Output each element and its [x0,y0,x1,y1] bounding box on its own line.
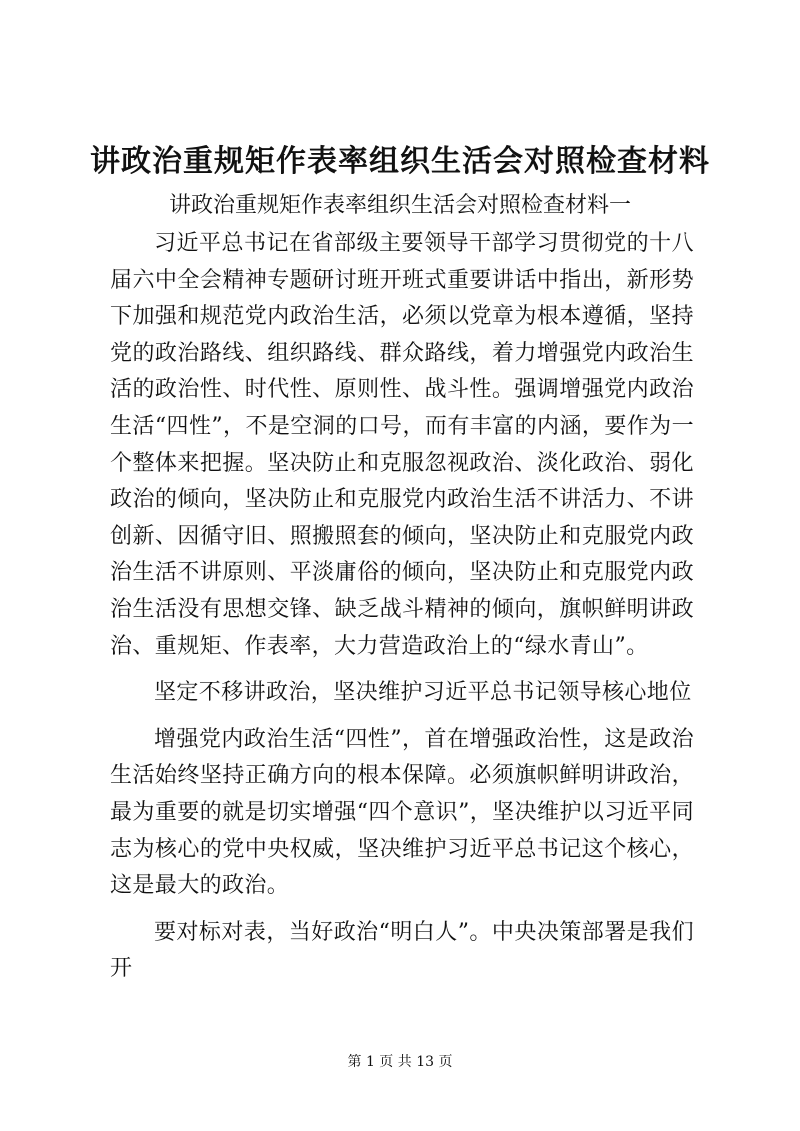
paragraph-2: 增强党内政治生活“四性”，首在增强政治性，这是政治生活始终坚持正确方向的根本保障。必须旗帜鲜明讲政治，最为重要的就是切实增强“四个意识”，坚决维护以习近平同志为核心的党中央权威，坚决维护习近平总书记这个核心，这是最大的政治。 [110,726,694,899]
document-body [110,226,694,988]
document-subtitle: 讲政治重规矩作表率组织生活会对照检查材料一 [168,193,631,218]
section-heading: 坚定不移讲政治，坚决维护习近平总书记领导核心地位 [154,680,692,706]
page-footer: 第 1 页 共 13 页 [347,1054,453,1070]
paragraph-3: 要对标对表，当好政治“明白人”。中央决策部署是我们开 [110,919,694,982]
document-title: 讲政治重规矩作表率组织生活会对照检查材料 [90,144,710,179]
paragraph-1: 习近平总书记在省部级主要领导干部学习贯彻党的十八届六中全会精神专题研讨班开班式重要讲话中指出，新形势下加强和规范党内政治生活，必须以党章为根本遵循，坚持党的政治路线、组织路线、群众路线，着力增强党内政治生活的政治性、时代性、原则性、战斗性。强调增强党内政治生活“四性”，不是空洞的口号，而有丰富的内涵，要作为一个整体来把握。坚决防止和克服忽视政治、淡化政治、弱化政治的倾向，坚决防止和克服党内政治生活不讲活力、不讲创新、因循守旧、照搬照套的倾向，坚决防止和克服党内政治生活不讲原则、平淡庸俗的倾向，坚决防止和克服党内政治生活没有思想交锋、缺乏战斗精神的倾向，旗帜鲜明讲政治、重规矩、作表率，大力营造政治上的“绿水青山”。 [110,231,694,659]
